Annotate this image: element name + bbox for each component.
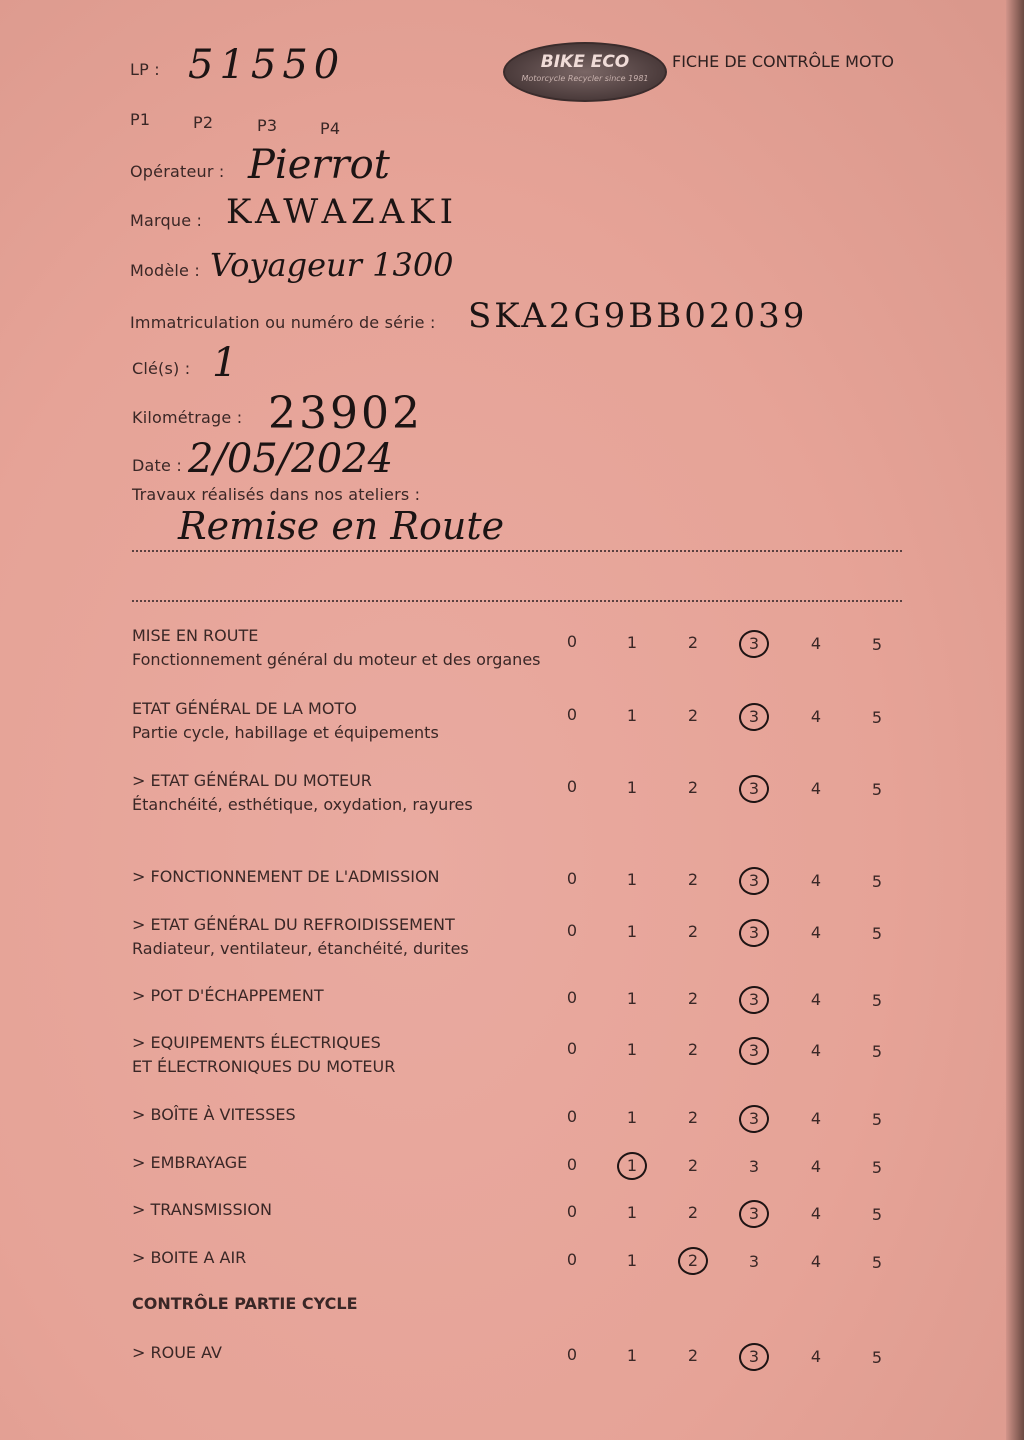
section-score-6-0: 0 (566, 1039, 578, 1058)
model-label: Modèle : (130, 261, 200, 280)
section-score-1-3: 3 (742, 707, 766, 726)
cycle-section-score-0-1: 1 (626, 1345, 638, 1365)
section-score-6-5: 5 (871, 1042, 883, 1061)
section-score-6-3: 3 (742, 1041, 766, 1060)
p-label-3: P3 (257, 116, 278, 135)
logo-text: BIKE ECO (540, 52, 630, 72)
section-score-2-2: 2 (687, 778, 699, 798)
brand-label: Marque : (130, 211, 203, 230)
cycle-section-title-0: > ROUE AV (132, 1343, 222, 1362)
works-dotted-line-2 (132, 600, 902, 602)
selected-circle-mark (737, 628, 771, 660)
section-subtitle-6: ET ÉLECTRONIQUES DU MOTEUR (132, 1057, 396, 1076)
mileage-value: 23902 (268, 388, 423, 439)
bike-eco-logo (503, 42, 667, 102)
section-score-5-1: 1 (626, 988, 638, 1008)
section-score-7-3: 3 (742, 1109, 766, 1128)
keys-label: Clé(s) : (132, 359, 191, 378)
section-score-5-5: 5 (871, 991, 883, 1010)
section-score-0-1: 1 (626, 632, 638, 652)
section-score-1-4: 4 (810, 707, 822, 727)
section-score-0-4: 4 (810, 634, 822, 654)
selected-circle-mark (737, 984, 771, 1016)
section-score-3-2: 2 (687, 870, 699, 890)
section-score-8-1: 1 (620, 1156, 644, 1175)
section-title-9: > TRANSMISSION (132, 1200, 272, 1219)
section-score-1-2: 2 (687, 706, 699, 726)
section-score-0-5: 5 (871, 635, 883, 654)
section-score-0-3: 3 (742, 634, 766, 653)
section-score-3-0: 0 (566, 869, 578, 888)
date-label: Date : (132, 456, 182, 475)
cycle-section-score-0-0: 0 (566, 1345, 578, 1364)
section-score-8-0: 0 (566, 1155, 578, 1174)
section-score-4-2: 2 (687, 922, 699, 942)
section-score-4-5: 5 (871, 924, 883, 943)
section-score-9-4: 4 (810, 1204, 822, 1224)
section-score-10-5: 5 (871, 1253, 883, 1272)
cycle-section-score-0-2: 2 (687, 1346, 699, 1366)
section-title-8: > EMBRAYAGE (132, 1153, 248, 1172)
section-score-9-1: 1 (626, 1202, 638, 1222)
page-title: FICHE DE CONTRÔLE MOTO (672, 52, 894, 71)
section-title-5: > POT D'ÉCHAPPEMENT (132, 986, 324, 1005)
section-score-8-5: 5 (871, 1158, 883, 1177)
section-title-7: > BOÎTE À VITESSES (132, 1105, 296, 1124)
section-score-10-3: 3 (748, 1251, 760, 1271)
section-score-7-2: 2 (687, 1108, 699, 1128)
section-score-7-0: 0 (566, 1107, 578, 1126)
works-label: Travaux réalisés dans nos ateliers : (132, 485, 421, 504)
lp-label: LP : (130, 60, 160, 79)
section-score-0-0: 0 (566, 632, 578, 651)
section-score-9-0: 0 (566, 1202, 578, 1221)
section-score-10-1: 1 (626, 1250, 638, 1270)
selected-circle-mark (737, 1198, 771, 1230)
section-title-10: > BOITE A AIR (132, 1248, 247, 1267)
p-label-4: P4 (320, 119, 341, 138)
section-score-2-1: 1 (626, 777, 638, 797)
works-dotted-line-1 (132, 550, 902, 552)
section-score-5-3: 3 (742, 990, 766, 1009)
selected-circle-mark (737, 917, 771, 949)
section-score-5-4: 4 (810, 990, 822, 1010)
section-subtitle-2: Étanchéité, esthétique, oxydation, rayures (132, 795, 473, 814)
mileage-label: Kilométrage : (132, 408, 243, 427)
section-score-0-2: 2 (687, 633, 699, 653)
operator-value: Pierrot (248, 142, 390, 188)
section-score-6-2: 2 (687, 1040, 699, 1060)
works-value: Remise en Route (178, 504, 505, 548)
section-title-0: MISE EN ROUTE (132, 626, 259, 645)
section-score-8-2: 2 (687, 1156, 699, 1176)
section-score-2-0: 0 (566, 777, 578, 796)
cycle-section-score-0-4: 4 (810, 1347, 822, 1367)
logo-subtext: Motorcycle Recycler since 1981 (521, 74, 649, 83)
section-score-10-0: 0 (566, 1250, 578, 1269)
section-score-5-2: 2 (687, 989, 699, 1009)
section-score-10-4: 4 (810, 1252, 822, 1272)
section-score-7-4: 4 (810, 1109, 822, 1129)
section-score-9-5: 5 (871, 1205, 883, 1224)
section-title-1: ETAT GÉNÉRAL DE LA MOTO (132, 699, 357, 718)
section-title-3: > FONCTIONNEMENT DE L'ADMISSION (132, 867, 440, 886)
operator-label: Opérateur : (130, 162, 225, 181)
section-score-7-1: 1 (626, 1107, 638, 1127)
selected-circle-mark (676, 1245, 710, 1277)
section-subtitle-1: Partie cycle, habillage et équipements (132, 723, 439, 742)
selected-circle-mark (737, 865, 771, 897)
section-score-3-4: 4 (810, 871, 822, 891)
section-score-5-0: 0 (566, 988, 578, 1007)
selected-circle-mark (737, 773, 771, 805)
section-score-1-5: 5 (871, 708, 883, 727)
section-score-9-3: 3 (742, 1204, 766, 1223)
lp-value: 51550 (188, 42, 346, 88)
cycle-section-score-0-3: 3 (742, 1347, 766, 1366)
section-title-4: > ETAT GÉNÉRAL DU REFROIDISSEMENT (132, 915, 455, 934)
cycle-section-score-0-5: 5 (871, 1348, 883, 1367)
section-score-10-2: 2 (681, 1251, 705, 1270)
section-score-2-3: 3 (742, 779, 766, 798)
section-score-3-5: 5 (871, 872, 883, 891)
section-score-4-4: 4 (810, 923, 822, 943)
p-label-2: P2 (193, 113, 214, 132)
section-score-9-2: 2 (687, 1203, 699, 1223)
date-value: 2/05/2024 (188, 436, 394, 482)
section-score-6-1: 1 (626, 1039, 638, 1059)
serial-label: Immatriculation ou numéro de série : (130, 313, 436, 332)
section-score-4-0: 0 (566, 921, 578, 940)
section-subtitle-4: Radiateur, ventilateur, étanchéité, durites (132, 939, 469, 958)
serial-value: SKA2G9BB02039 (468, 296, 808, 336)
selected-circle-mark (737, 701, 771, 733)
p-label-1: P1 (130, 110, 151, 129)
section-subtitle-0: Fonctionnement général du moteur et des organes (132, 650, 541, 669)
section-score-3-1: 1 (626, 869, 638, 889)
section-score-2-4: 4 (810, 779, 822, 799)
selected-circle-mark (615, 1150, 649, 1182)
selected-circle-mark (737, 1103, 771, 1135)
section-score-4-1: 1 (626, 921, 638, 941)
model-value: Voyageur 1300 (210, 246, 454, 284)
section-score-7-5: 5 (871, 1110, 883, 1129)
section-score-8-3: 3 (748, 1156, 760, 1176)
section-score-2-5: 5 (871, 780, 883, 799)
section-title-6: > EQUIPEMENTS ÉLECTRIQUES (132, 1033, 381, 1052)
section-score-3-3: 3 (742, 871, 766, 890)
cycle-heading: CONTRÔLE PARTIE CYCLE (132, 1294, 358, 1313)
selected-circle-mark (737, 1341, 771, 1373)
selected-circle-mark (737, 1035, 771, 1067)
keys-value: 1 (212, 340, 238, 386)
section-title-2: > ETAT GÉNÉRAL DU MOTEUR (132, 771, 372, 790)
section-score-4-3: 3 (742, 923, 766, 942)
paper-fold-shadow (1006, 0, 1024, 1440)
section-score-8-4: 4 (810, 1157, 822, 1177)
section-score-1-0: 0 (566, 705, 578, 724)
section-score-6-4: 4 (810, 1041, 822, 1061)
brand-value: KAWAZAKI (226, 192, 459, 232)
section-score-1-1: 1 (626, 705, 638, 725)
